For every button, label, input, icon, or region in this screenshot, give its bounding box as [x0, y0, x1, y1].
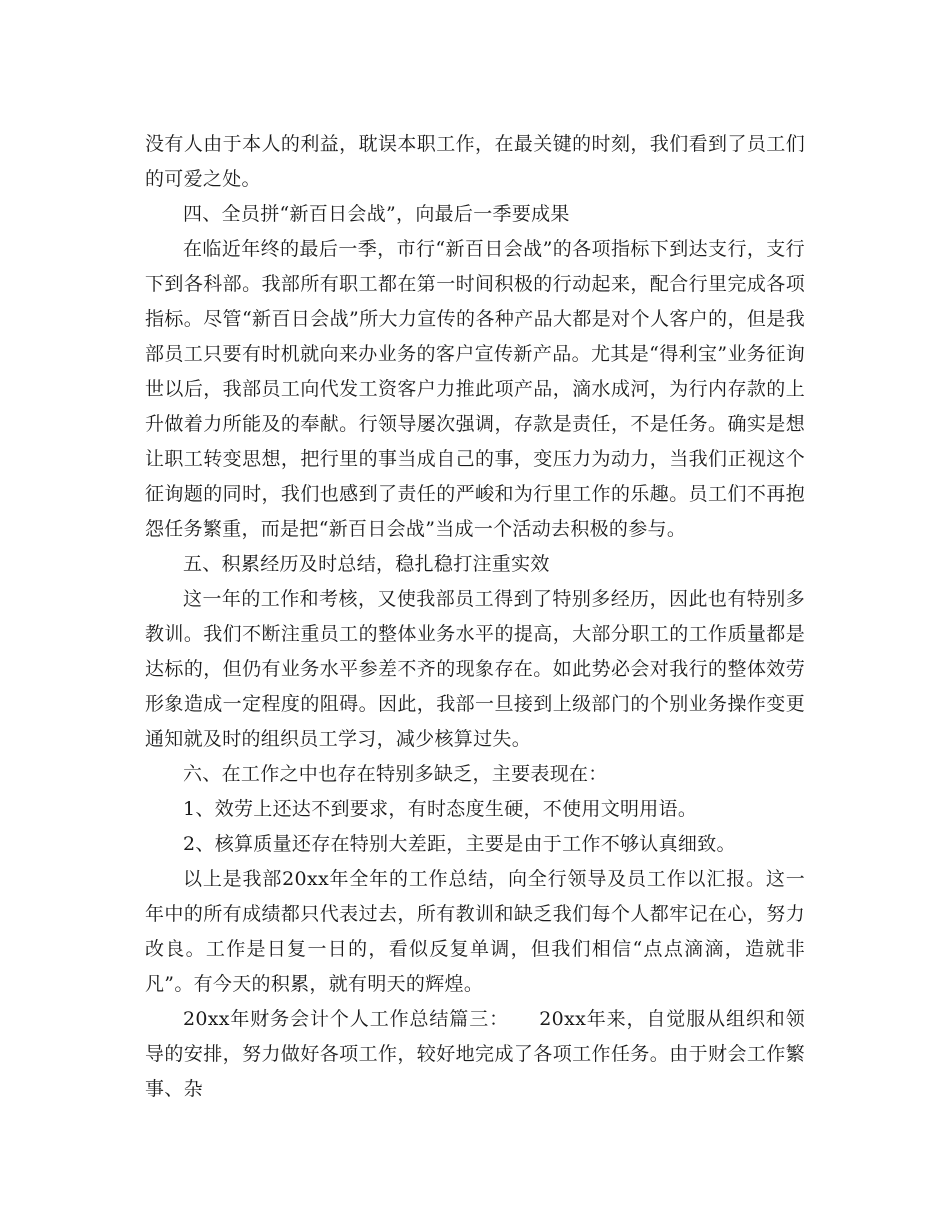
list-item-1: 1、效劳上还达不到要求，有时态度生硬，不使用文明用语。 [183, 798, 698, 820]
list-item-2: 2、核算质量还存在特别大差距，主要是由于工作不够认真细致。 [183, 833, 736, 855]
continuation-paragraph: 没有人由于本人的利益，耽误本职工作，在最关键的时刻，我们看到了员工们的可爱之处。 [145, 133, 805, 190]
section-heading-5: 五、积累经历及时总结，稳扎稳打注重实效 [183, 553, 550, 575]
section-heading-4: 四、全员拼“新百日会战”，向最后一季要成果 [183, 203, 570, 225]
part-three-intro: 20xx年财务会计个人工作总结篇三： 20xx年来，自觉服从组织和领导的安排，努力做好各项工作，较好地完成了各项工作任务。由于财会工作繁事、杂 [145, 1008, 805, 1100]
document-body [145, 127, 805, 1107]
section-body-5: 这一年的工作和考核，又使我部员工得到了特别多经历，因此也有特别多教训。我们不断注重员工的整体业务水平的提高，大部分职工的工作质量都是达标的，但仍有业务水平参差不齐的现象存在。如此势必会对我行的整体效劳形象造成一定程度的阻碍。因此，我部一旦接到上级部门的个别业务操作变更通知就及时的组织员工学习，减少核算过失。 [145, 588, 805, 750]
section-body-4: 在临近年终的最后一季，市行“新百日会战”的各项指标下到达支行，支行下到各科部。我部所有职工都在第一时间积极的行动起来，配合行里完成各项指标。尽管“新百日会战”所大力宣传的各种产品大都是对个人客户的，但是我部员工只要有时机就向来办业务的客户宣传新产品。尤其是“得利宝”业务征询世以后，我部员工向代发工资客户力推此项产品，滴水成河，为行内存款的上升做着力所能及的奉献。行领导屡次强调，存款是责任，不是任务。确实是想让职工转变思想，把行里的事当成自己的事，变压力为动力，当我们正视这个征询题的同时，我们也感到了责任的严峻和为行里工作的乐趣。员工们不再抱怨任务繁重，而是把“新百日会战”当成一个活动去积极的参与。 [145, 238, 805, 540]
closing-paragraph: 以上是我部20xx年全年的工作总结，向全行领导及员工作以汇报。这一年中的所有成绩都只代表过去，所有教训和缺乏我们每个人都牢记在心，努力改良。工作是日复一日的，看似反复单调，但我们相信“点点滴滴，造就非凡”。有今天的积累，就有明天的辉煌。 [145, 868, 805, 995]
section-heading-6: 六、在工作之中也存在特别多缺乏，主要表现在： [183, 763, 608, 785]
